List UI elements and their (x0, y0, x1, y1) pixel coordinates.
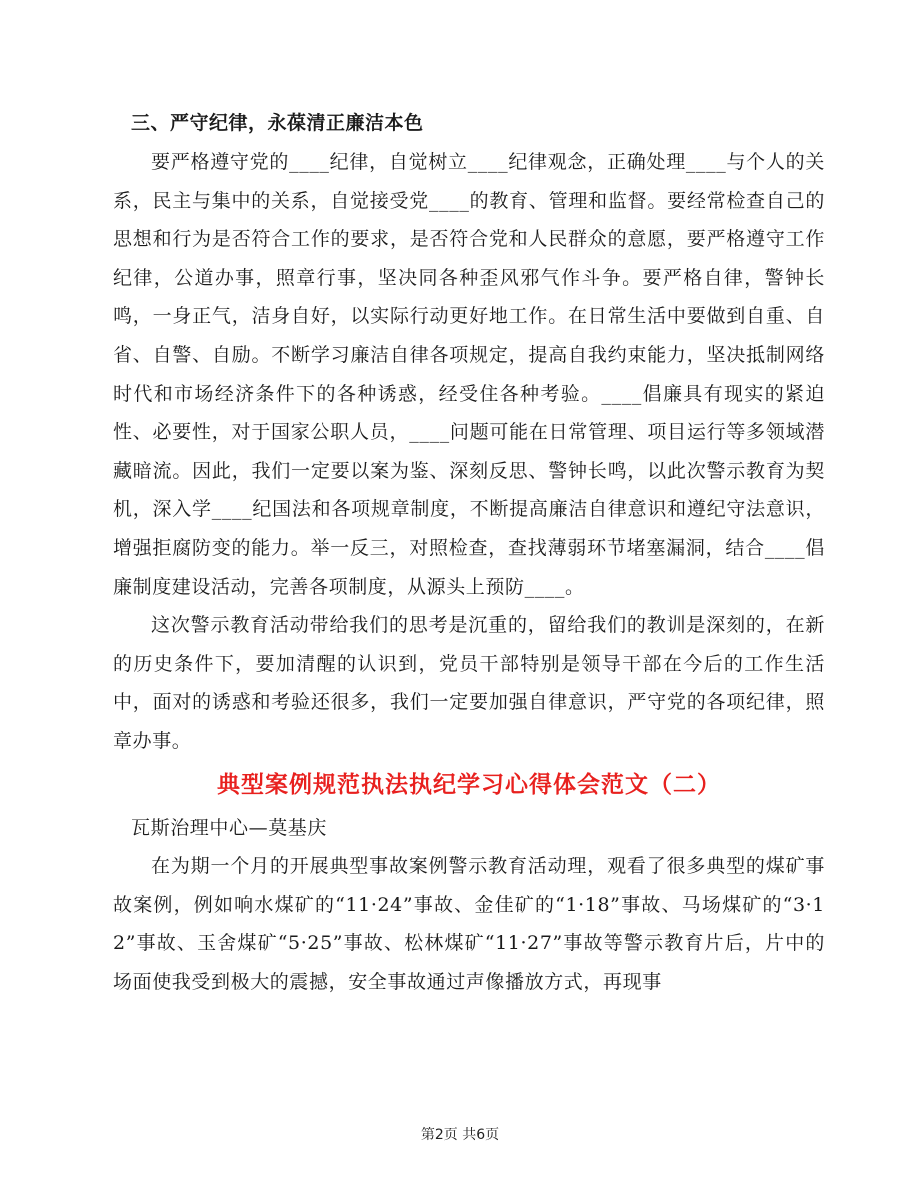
article-paragraph-1: 在为期一个月的开展典型事故案例警示教育活动理，观看了很多典型的煤矿事故案例，例如响水煤矿的“11·24”事故、金佳矿的“1·18”事故、马场煤矿的“3·12”事故、玉舍煤矿“5·25”事故、松林煤矿“11·27”事故等警示教育片后，片中的场面使我受到极大的震撼，安全事故通过声像播放方式，再现事 (113, 855, 825, 993)
section-paragraph-1: 要严格遵守党的____纪律，自觉树立____纪律观念，正确处理____与个人的关系，民主与集中的关系，自觉接受党____的教育、管理和监督。要经常检查自己的思想和行为是否符合工作的要求，是否符合党和人民群众的意愿，要严格遵守工作纪律，公道办事，照章行事，坚决同各种歪风邪气作斗争。要严格自律，警钟长鸣，一身正气，洁身自好，以实际行动更好地工作。在日常生活中要做到自重、自省、自警、自励。不断学习廉洁自律各项规定，提高自我约束能力，坚决抵制网络时代和市场经济条件下的各种诱惑，经受住各种考验。____倡廉具有现实的紧迫性、必要性，对于国家公职人员，____问题可能在日常管理、项目运行等多领域潜藏暗流。因此，我们一定要以案为鉴、深刻反思、警钟长鸣，以此次警示教育为契机，深入学____纪国法和各项规章制度，不断提高廉洁自律意识和遵纪守法意识，增强拒腐防变的能力。举一反三，对照检查，查找薄弱环节堵塞漏洞，结合____倡廉制度建设活动，完善各项制度，从源头上预防____。 (113, 151, 825, 598)
article-author: 瓦斯治理中心—莫基庆 (131, 816, 328, 839)
page-number-footer: 第2页 共6页 (420, 1127, 500, 1143)
article-title: 典型案例规范执法执纪学习心得体会范文（二） (217, 771, 721, 798)
page-content (113, 104, 825, 1001)
section-paragraph-2: 这次警示教育活动带给我们的思考是沉重的，留给我们的教训是深刻的，在新的历史条件下，要加清醒的认识到，党员干部特别是领导干部在今后的工作生活中，面对的诱惑和考验还很多，我们一定要加强自律意识，严守党的各项纪律，照章办事。 (113, 614, 825, 752)
section-heading: 三、严守纪律，永葆清正廉洁本色 (131, 112, 424, 134)
